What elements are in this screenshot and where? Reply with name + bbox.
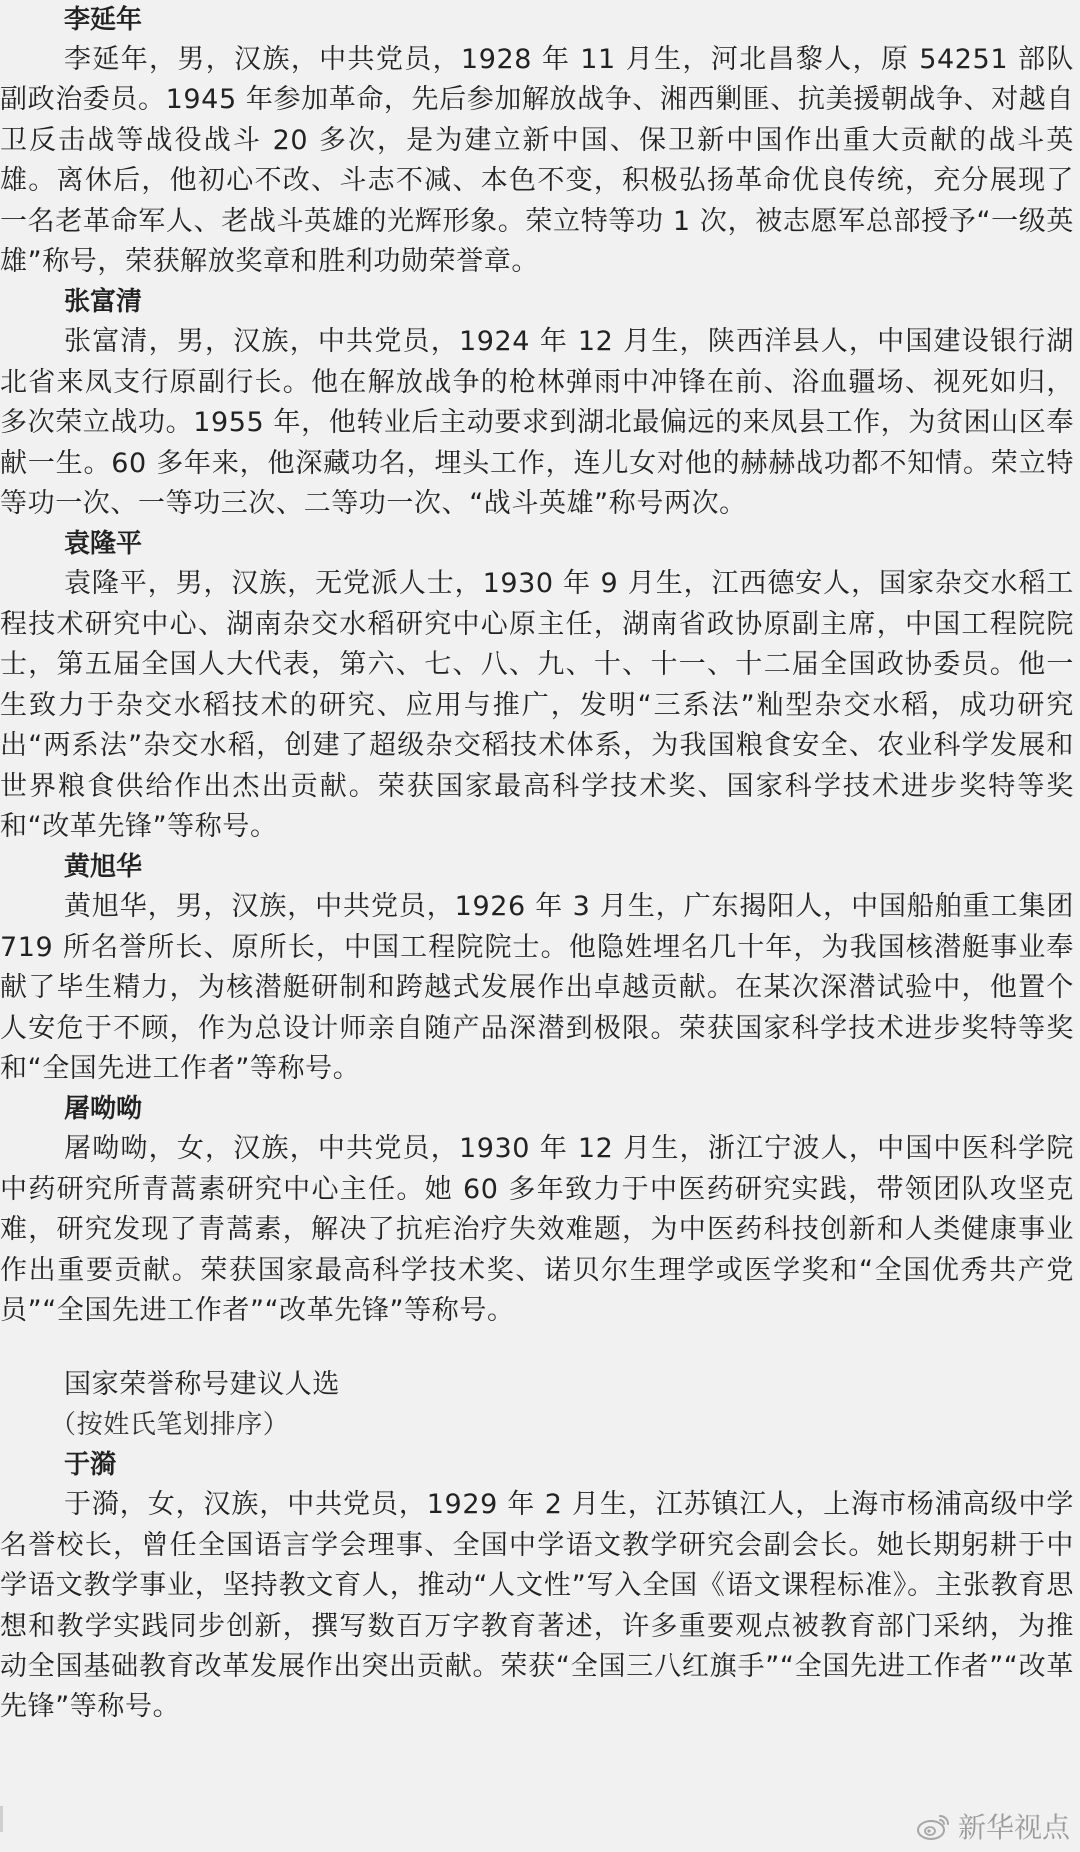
person-bio: 于漪，女，汉族，中共党员，1929 年 2 月生，江苏镇江人，上海市杨浦高级中学名誉校长，曾任全国语言学会理事、全国中学语文教学研究会副会长。她长期躬耕于中学语文教学事业，坚持教文育人，推动“人文性”写入全国《语文课程标准》。主张教育思想和教学实践同步创新，撰写数百万字教育著述，许多重要观点被教育部门采纳，为推动全国基础教育改革发展作出突出贡献。荣获“全国三八红旗手”“全国先进工作者”“改革先锋”等称号。 [0, 1489, 1074, 1723]
entry-li-yannian [0, 0, 1074, 282]
person-bio: 黄旭华，男，汉族，中共党员，1926 年 3 月生，广东揭阳人，中国船舶重工集团 719 所名誉所长、原所长，中国工程院院士。他隐姓埋名几十年，为我国核潜艇事业奉献了毕生精力，为核潜艇研制和跨越式发展作出卓越贡献。在某次深潜试验中，他置个人安危于不顾，作为总设计师亲自随产品深潜到极限。荣获国家科学技术进步奖特等奖和“全国先进工作者”等称号。 [0, 891, 1074, 1084]
entry-yu-yi [0, 1445, 1074, 1727]
person-name: 李延年 [64, 5, 143, 35]
person-bio: 屠呦呦，女，汉族，中共党员，1930 年 12 月生，浙江宁波人，中国中医科学院中药研究所青蒿素研究中心主任。她 60 多年致力于中医药研究实践，带领团队攻坚克难，研究发现了青蒿素，解决了抗疟治疗失效难题，为中医药科技创新和人类健康事业作出重要贡献。荣获国家最高科学技术奖、诺贝尔生理学或医学奖和“全国优秀共产党员”“全国先进工作者”“改革先锋”等称号。 [0, 1133, 1074, 1326]
entry-huang-xuhua [0, 847, 1074, 1089]
weibo-icon [916, 1811, 952, 1841]
person-name: 于漪 [64, 1450, 117, 1481]
entry-tu-youyou [0, 1089, 1074, 1331]
entry-zhang-fuqing [0, 282, 1074, 524]
section-note: （按姓氏笔划排序） [50, 1410, 290, 1441]
person-name: 屠呦呦 [64, 1094, 143, 1125]
person-bio: 张富清，男，汉族，中共党员，1924 年 12 月生，陕西洋县人，中国建设银行湖北省来凤支行原副行长。他在解放战争的枪林弹雨中冲锋在前、浴血疆场、视死如归，多次荣立战功。1955 年，他转业后主动要求到湖北最偏远的来凤县工作，为贫困山区奉献一生。60 多年来，他深藏功名，埋头工作，连儿女对他的赫赫战功都不知情。荣立特等功一次、一等功三次、二等功一次、“战斗英雄”称号两次。 [0, 326, 1074, 520]
page-edge-mark [0, 1806, 3, 1832]
person-name: 黄旭华 [64, 852, 143, 883]
person-name: 张富清 [64, 287, 143, 318]
person-bio: 李延年，男，汉族，中共党员，1928 年 11 月生，河北昌黎人，原 54251 部队副政治委员。1945 年参加革命，先后参加解放战争、湘西剿匪、抗美援朝战争、对越自卫反击战等战役战斗 20 多次，是为建立新中国、保卫新中国作出重大贡献的战斗英雄。离休后，他初心不改、斗志不减、本色不变，积极弘扬革命优良传统，充分展现了一名老革命军人、老战斗英雄的光辉形象。荣立特等功 1 次，被志愿军总部授予“一级英雄”称号，荣获解放奖章和胜利功勋荣誉章。 [0, 44, 1074, 278]
person-bio: 袁隆平，男，汉族，无党派人士，1930 年 9 月生，江西德安人，国家杂交水稻工程技术研究中心、湖南杂交水稻研究中心原主任，湖南省政协原副主席，中国工程院院士，第五届全国人大代表，第六、七、八、九、十、十一、十二届全国政协委员。他一生致力于杂交水稻技术的研究、应用与推广，发明“三系法”籼型杂交水稻，成功研究出“两系法”杂交水稻，创建了超级杂交稻技术体系，为我国粮食安全、农业科学发展和世界粮食供给作出杰出贡献。荣获国家最高科学技术奖、国家科学技术进步奖特等奖和“改革先锋”等称号。 [0, 568, 1074, 842]
watermark [916, 1806, 1070, 1846]
entry-yuan-longping [0, 524, 1074, 847]
section-title: 国家荣誉称号建议人选 [64, 1369, 340, 1401]
section-gap [0, 1331, 1074, 1365]
person-name: 袁隆平 [64, 529, 143, 560]
watermark-text: 新华视点 [957, 1812, 1070, 1843]
